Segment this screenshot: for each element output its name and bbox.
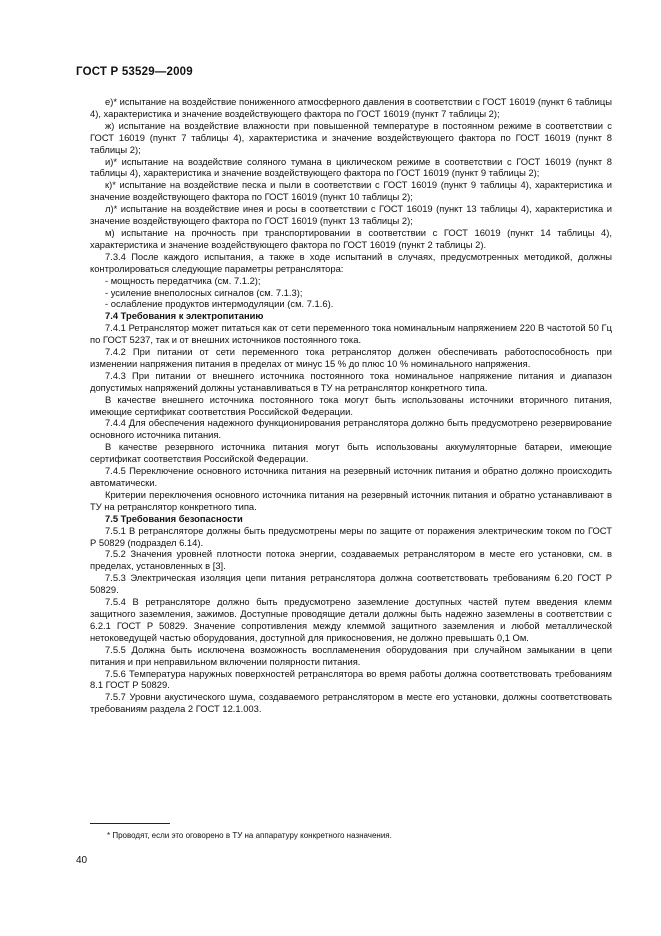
paragraph: 7.5.6 Температура наружных поверхностей ретранслятора во время работы должна соответствовать требованиям 8.1 ГОСТ Р 50829. — [90, 667, 612, 691]
document-header: ГОСТ Р 53529—2009 — [76, 66, 193, 78]
paragraph: е)* испытание на воздействие пониженного атмосферного давления в соответствии с ГОСТ 16019 (пункт 6 таблицы 4), характеристика и значение воздействующего фактора по ГОСТ 16019 (пункт 7 таблицы 2); — [90, 96, 612, 119]
paragraph: ж) испытание на воздействие влажности при повышенной температуре в постоянном режиме в соответствии с ГОСТ 16019 (пункт 7 таблицы 4), характеристика и значение воздействующего фактора по ГОСТ 16019 (пункт 8 таблицы 2); — [90, 119, 612, 155]
paragraph: л)* испытание на воздействие инея и росы в соответствии с ГОСТ 16019 (пункт 13 таблицы 4), характеристика и значение воздействующего фактора по ГОСТ 16019 (пункт 13 таблицы 2); — [90, 203, 612, 227]
document-body — [90, 96, 612, 715]
paragraph: 7.5.5 Должна быть исключена возможность воспламенения оборудования при случайном замыкании в цепи питания и при неправильном включении полярности питания. — [90, 643, 612, 667]
page-number: 40 — [76, 855, 88, 866]
paragraph: 7.5.1 В ретрансляторе должны быть предусмотрены меры по защите от поражения электрическим током по ГОСТ Р 50829 (подраздел 6.14). — [90, 524, 612, 548]
paragraph: м) испытание на прочность при транспортировании в соответствии с ГОСТ 16019 (пункт 14 таблицы 4), характеристика и значение воздействующего фактора по ГОСТ 16019 (пункт 2 таблицы 2). — [90, 226, 612, 250]
paragraph: В качестве резервного источника питания могут быть использованы аккумуляторные батареи, имеющие сертификат соответствия Российской Федерации. — [90, 441, 612, 465]
paragraph: 7.3.4 После каждого испытания, а также в ходе испытаний в случаях, предусмотренных методикой, должны контролироваться следующие параметры ретранслятора: — [90, 250, 612, 274]
paragraph: 7.4.1 Ретранслятор может питаться как от сети переменного тока номинальным напряжением 220 В частотой 50 Гц по ГОСТ 5237, так и от внешних источников постоянного тока. — [90, 322, 612, 346]
paragraph: 7.4.4 Для обеспечения надежного функционирования ретранслятора должно быть предусмотрено резервирование основного источника питания. — [90, 417, 612, 441]
list-item: - ослабление продуктов интермодуляции (см. 7.1.6). — [105, 298, 334, 310]
footnote-divider — [90, 823, 170, 824]
section-heading: 7.4 Требования к электропитанию — [105, 310, 264, 322]
list-item: - усиление внеполосных сигналов (см. 7.1.3); — [105, 286, 303, 298]
footnote: * Проводят, если это оговорено в ТУ на аппаратуру конкретного назначения. — [107, 831, 392, 840]
paragraph: В качестве внешнего источника постоянного тока могут быть использованы источники вторичного питания, имеющие сертификат соответствия Российской Федерации. — [90, 393, 612, 417]
list-item: - мощность передатчика (см. 7.1.2); — [105, 274, 261, 286]
paragraph: 7.4.5 Переключение основного источника питания на резервный источник питания и обратно должно происходить автоматически. — [90, 465, 612, 488]
paragraph: 7.5.4 В ретрансляторе должно быть предусмотрено заземление доступных частей путем введения клемм защитного заземления, зажимов. Доступные проводящие детали должны быть надежно заземлены в соответствии с 6.2.1 ГОСТ Р 50829. Значение сопротивления между клеммой защитного заземления и любой металлической нетоковедущей частью оборудования, доступной для прикосновения, не должно превышать 0,1 Ом. — [90, 596, 612, 643]
paragraph: 7.5.7 Уровни акустического шума, создаваемого ретранслятором в месте его установки, должны соответствовать требованиям раздела 2 ГОСТ 12.1.003. — [90, 691, 612, 715]
paragraph: 7.4.2 При питании от сети переменного тока ретранслятор должен обеспечивать работоспособность при изменении напряжения питания в пределах от минус 15 % до плюс 10 % номинального напряжения. — [90, 346, 612, 369]
paragraph: 7.5.3 Электрическая изоляция цепи питания ретранслятора должна соответствовать требованиям 6.20 ГОСТ Р 50829. — [90, 572, 612, 596]
section-heading: 7.5 Требования безопасности — [105, 512, 243, 524]
paragraph: Критерии переключения основного источника питания на резервный источник питания и обратно устанавливают в ТУ на ретранслятор конкретного типа. — [90, 488, 612, 512]
paragraph: к)* испытание на воздействие песка и пыли в соответствии с ГОСТ 16019 (пункт 9 таблицы 4), характеристика и значение воздействующего фактора по ГОСТ 16019 (пункт 10 таблицы 2); — [90, 179, 612, 203]
paragraph: 7.4.3 При питании от внешнего источника постоянного тока номинальное напряжение питания и диапазон допустимых напряжений должны устанавливаться в ТУ на ретранслятор конкретного типа. — [90, 369, 612, 393]
paragraph: и)* испытание на воздействие соляного тумана в циклическом режиме в соответствии с ГОСТ 16019 (пункт 8 таблицы 4), характеристика и значение воздействующего фактора по ГОСТ 16019 (пункт 9 таблицы 2); — [90, 155, 612, 179]
paragraph: 7.5.2 Значения уровней плотности потока энергии, создаваемых ретранслятором в месте его установки, см. в пределах, установленных в [3]. — [90, 548, 612, 572]
